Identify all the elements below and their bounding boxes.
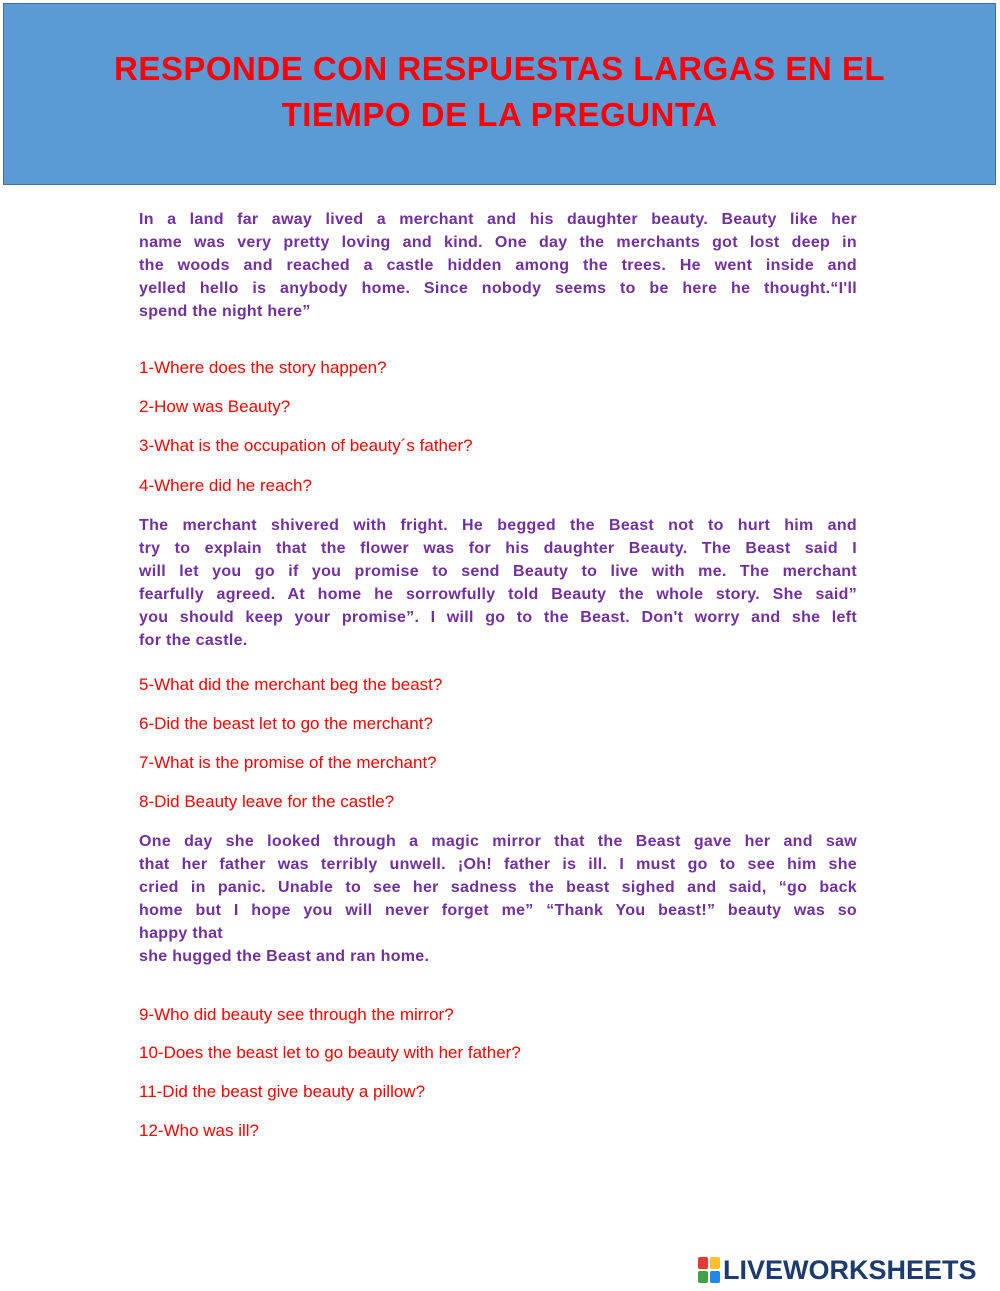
liveworksheets-logo-icon [698, 1257, 720, 1283]
story-passage-2 [139, 514, 857, 652]
passage-line: happy that [139, 925, 223, 942]
passage-line: yelled hello is anybody home. Since nobody seems to be here he thought.“I'll [139, 280, 857, 297]
question-6: 6-Did the beast let to go the merchant? [139, 714, 433, 733]
passage-line: that her father was terribly unwell. ¡Oh! father is ill. I must go to see him she [139, 856, 857, 873]
logo-square [698, 1271, 708, 1283]
passage-line: cried in panic. Unable to see her sadness the beast sighed and said, “go back [139, 879, 857, 896]
question-3: 3-What is the occupation of beauty´s father? [139, 436, 473, 455]
passage-line: try to explain that the flower was for his daughter Beauty. The Beast said I [139, 540, 857, 557]
title-line-2: TIEMPO DE LA PREGUNTA [281, 96, 718, 133]
logo-square [710, 1271, 720, 1283]
logo-text: LIVEWORKSHEETS [723, 1254, 977, 1285]
question-12: 12-Who was ill? [139, 1121, 259, 1140]
passage-line: In a land far away lived a merchant and his daughter beauty. Beauty like her [139, 211, 857, 228]
passage-line: home but I hope you will never forget me” “Thank You beast!” beauty was so [139, 902, 857, 919]
question-5: 5-What did the merchant beg the beast? [139, 675, 443, 694]
title-banner [3, 3, 996, 185]
question-2: 2-How was Beauty? [139, 397, 291, 416]
question-10: 10-Does the beast let to go beauty with her father? [139, 1043, 521, 1062]
title-line-1: RESPONDE CON RESPUESTAS LARGAS EN EL [114, 50, 885, 87]
passage-line: she hugged the Beast and ran home. [139, 948, 430, 965]
passage-line: for the castle. [139, 632, 248, 649]
logo-square [698, 1257, 708, 1269]
passage-line: fearfully agreed. At home he sorrowfully told Beauty the whole story. She said” [139, 586, 857, 603]
question-9: 9-Who did beauty see through the mirror? [139, 1005, 454, 1024]
passage-line: you should keep your promise”. I will go to the Beast. Don't worry and she left [139, 609, 857, 626]
passage-line: The merchant shivered with fright. He begged the Beast not to hurt him and [139, 517, 857, 534]
story-passage-1 [139, 208, 857, 323]
question-8: 8-Did Beauty leave for the castle? [139, 792, 395, 811]
passage-line: name was very pretty loving and kind. One day the merchants got lost deep in [139, 234, 857, 251]
passage-line: the woods and reached a castle hidden among the trees. He went inside and [139, 257, 857, 274]
story-passage-3 [139, 830, 857, 968]
passage-line: One day she looked through a magic mirror that the Beast gave her and saw [139, 833, 857, 850]
passage-line: spend the night here” [139, 303, 311, 320]
liveworksheets-logo [698, 1255, 977, 1285]
question-7: 7-What is the promise of the merchant? [139, 753, 437, 772]
question-4: 4-Where did he reach? [139, 476, 312, 495]
logo-square [710, 1257, 720, 1269]
question-1: 1-Where does the story happen? [139, 358, 387, 377]
question-11: 11-Did the beast give beauty a pillow? [139, 1082, 426, 1101]
passage-line: will let you go if you promise to send Beauty to live with me. The merchant [139, 563, 857, 580]
page-title [4, 4, 995, 138]
